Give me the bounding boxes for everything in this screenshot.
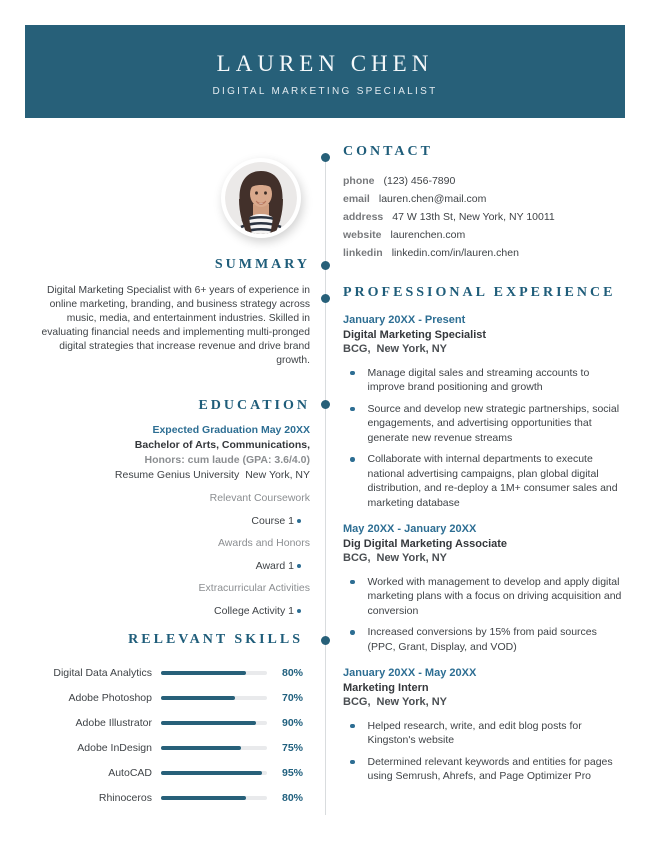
job-bullet-text: Collaborate with internal departments to execute national advertising campaigns, plan global digital distribution, and re-deploy a 1M+ consumer sales and marketing database — [367, 453, 618, 509]
job-entry — [343, 666, 625, 784]
timeline-dot-education — [321, 400, 330, 409]
experience-section — [343, 284, 625, 791]
bullet-dot-icon — [297, 519, 301, 523]
job-bullet-text: Worked with management to develop and apply digital marketing plans with a focus on driving acquisition and conversion — [367, 575, 622, 617]
job-location: New York, NY — [376, 696, 448, 708]
education-section — [25, 397, 310, 622]
job-entry — [343, 522, 625, 654]
education-item-text: College Activity 1 — [214, 604, 294, 617]
timeline-dot-summary — [321, 261, 330, 270]
skill-progress-bar — [161, 746, 267, 750]
profile-photo-illustration — [225, 162, 297, 234]
job-bullet — [343, 755, 625, 784]
job-bullet — [343, 366, 625, 395]
job-entry — [343, 313, 625, 510]
skill-name: AutoCAD — [108, 766, 152, 779]
education-group-label: Extracurricular Activities — [198, 582, 310, 594]
contact-row — [343, 190, 625, 208]
contact-row — [343, 172, 625, 190]
job-company-line — [343, 695, 625, 710]
job-bullet — [343, 575, 625, 619]
skill-percent: 90% — [281, 716, 303, 729]
bullet-dot-icon — [350, 724, 355, 729]
bullet-dot-icon — [350, 580, 355, 585]
skill-progress-fill — [161, 746, 241, 750]
header-banner — [25, 25, 625, 118]
bullet-dot-icon — [350, 760, 355, 765]
education-school-line — [25, 468, 310, 483]
contact-label: phone — [343, 175, 375, 187]
skills-section — [25, 631, 303, 810]
education-group-item — [25, 510, 310, 533]
contact-value: 47 W 13th St, New York, NY 10011 — [392, 211, 555, 223]
skill-progress-bar — [161, 696, 267, 700]
job-title: Dig Digital Marketing Associate — [343, 537, 508, 550]
job-dates: January 20XX - Present — [343, 314, 466, 326]
contact-label: linkedin — [343, 247, 383, 259]
bullet-dot-icon — [350, 457, 355, 462]
education-group-item — [25, 600, 310, 623]
contact-value: linkedin.com/in/lauren.chen — [391, 247, 519, 259]
skill-name: Adobe InDesign — [77, 741, 152, 754]
skill-progress-bar — [161, 671, 267, 675]
skill-row — [25, 785, 303, 810]
job-bullet-text: Manage digital sales and streaming accounts to improve brand positioning and growth — [367, 366, 590, 393]
bullet-dot-icon — [350, 407, 355, 412]
skill-row — [25, 710, 303, 735]
skill-percent: 80% — [281, 791, 303, 804]
skill-name: Adobe Photoshop — [68, 691, 152, 704]
job-company: BCG, — [343, 696, 371, 708]
skill-row — [25, 660, 303, 685]
summary-text: Digital Marketing Specialist with 6+ years of experience in online marketing, branding, and business strategy across music, media, and entertainment industries. Skilled in evaluating financial needs and implementing multi-pronged digital strategies that increase revenue and drive brand growth. — [41, 285, 310, 366]
job-location: New York, NY — [376, 552, 448, 564]
skill-progress-bar — [161, 771, 267, 775]
skill-progress-fill — [161, 671, 246, 675]
skill-row — [25, 735, 303, 760]
contact-label: website — [343, 229, 382, 241]
timeline-dot-contact — [321, 153, 330, 162]
job-company: BCG, — [343, 552, 371, 564]
bullet-dot-icon — [297, 564, 301, 568]
job-company-line — [343, 342, 625, 357]
education-item-text: Award 1 — [255, 559, 294, 572]
bullet-dot-icon — [350, 630, 355, 635]
skill-name: Rhinoceros — [98, 791, 152, 804]
skill-name: Digital Data Analytics — [53, 666, 152, 679]
experience-heading: PROFESSIONAL EXPERIENCE — [343, 285, 616, 300]
skill-percent: 80% — [281, 666, 303, 679]
timeline-divider — [325, 157, 326, 815]
job-bullet-text: Increased conversions by 15% from paid sources (PPC, Grant, Display, and VOD) — [367, 626, 597, 653]
job-title: Marketing Intern — [343, 681, 429, 694]
job-title: Digital Marketing Specialist — [343, 328, 487, 341]
skill-percent: 95% — [281, 766, 303, 779]
profile-photo — [221, 158, 301, 238]
summary-heading: SUMMARY — [214, 257, 310, 272]
contact-section — [343, 143, 625, 262]
skill-progress-fill — [161, 771, 262, 775]
contact-value: laurenchen.com — [390, 229, 466, 241]
job-company-line — [343, 551, 625, 566]
timeline-dot-experience — [321, 294, 330, 303]
education-school-location: New York, NY — [245, 469, 310, 481]
contact-value: (123) 456-7890 — [383, 175, 456, 187]
education-group-label: Relevant Coursework — [209, 492, 310, 504]
job-bullet — [343, 452, 625, 510]
job-bullet-text: Helped research, write, and edit blog posts for Kingston's website — [367, 719, 582, 746]
education-group-item — [25, 555, 310, 578]
contact-row — [343, 208, 625, 226]
job-bullet — [343, 402, 625, 446]
job-dates: May 20XX - January 20XX — [343, 523, 477, 535]
skill-name: Adobe Illustrator — [75, 716, 152, 729]
skill-progress-fill — [161, 721, 256, 725]
skill-percent: 75% — [281, 741, 303, 754]
contact-label: email — [343, 193, 370, 205]
education-honors: Honors: cum laude (GPA: 3.6/4.0) — [144, 454, 310, 466]
skill-row — [25, 685, 303, 710]
contact-row — [343, 226, 625, 244]
job-bullet — [343, 625, 625, 654]
skill-progress-fill — [161, 796, 246, 800]
education-item-text: Course 1 — [251, 514, 294, 527]
candidate-job-title: DIGITAL MARKETING SPECIALIST — [212, 86, 438, 97]
skill-row — [25, 760, 303, 785]
education-group-label: Awards and Honors — [217, 537, 310, 549]
job-company: BCG, — [343, 343, 371, 355]
education-heading: EDUCATION — [198, 398, 310, 413]
job-dates: January 20XX - May 20XX — [343, 667, 477, 679]
skill-progress-fill — [161, 696, 235, 700]
skill-percent: 70% — [281, 691, 303, 704]
skill-progress-bar — [161, 796, 267, 800]
job-bullet-text: Source and develop new strategic partnerships, social engagements, and advertising opportunities that generate new revenue streams — [367, 402, 620, 444]
skills-heading: RELEVANT SKILLS — [128, 632, 303, 647]
bullet-dot-icon — [297, 609, 301, 613]
contact-value: lauren.chen@mail.com — [378, 193, 487, 205]
education-degree: Bachelor of Arts, Communications, — [134, 439, 310, 451]
education-graduation: Expected Graduation May 20XX — [152, 424, 310, 436]
job-bullet-text: Determined relevant keywords and entities for pages using Semrush, Ahrefs, and Page Optimizer Pro — [367, 755, 613, 782]
job-location: New York, NY — [376, 343, 448, 355]
job-bullet — [343, 719, 625, 748]
summary-section — [25, 256, 310, 368]
education-school: Resume Genius University — [114, 469, 240, 481]
candidate-name: LAUREN CHEN — [216, 51, 434, 76]
skill-progress-bar — [161, 721, 267, 725]
contact-label: address — [343, 211, 384, 223]
contact-heading: CONTACT — [343, 144, 433, 159]
contact-row — [343, 244, 625, 262]
timeline-dot-skills — [321, 636, 330, 645]
bullet-dot-icon — [350, 371, 355, 376]
